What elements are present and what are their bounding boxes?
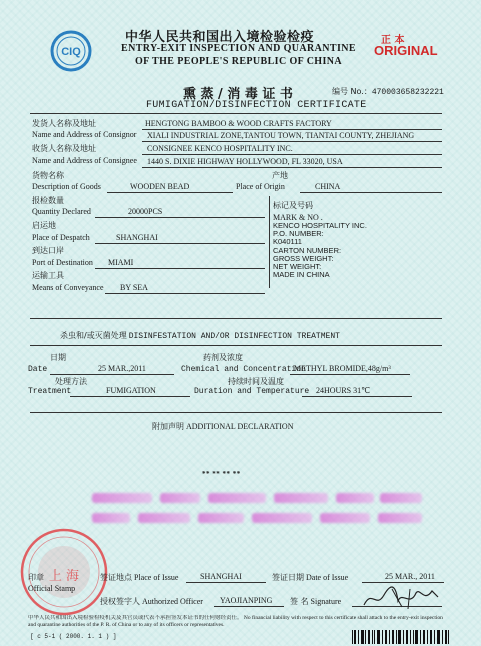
divider	[30, 345, 442, 346]
consignor-name: HENGTONG BAMBOO & WOOD CRAFTS FACTORY	[145, 119, 332, 128]
duration-value: 24HOURS 31℃	[316, 386, 371, 395]
underline	[107, 192, 233, 193]
method-label-cn: 处理方法	[55, 377, 87, 386]
underline	[362, 582, 444, 583]
redaction-blur	[378, 513, 422, 523]
underline	[142, 154, 442, 155]
underline	[105, 293, 265, 294]
underline	[95, 268, 265, 269]
underline	[95, 217, 265, 218]
issue-date-label: 签证日期 Date of Issue	[272, 573, 349, 582]
signature-label: 签 名 Signature	[290, 597, 342, 606]
form-code: [ c 5-1 ( 2000. 1. 1 ) ]	[30, 633, 117, 640]
marks-line: NET WEIGHT:	[273, 262, 322, 272]
goods-value: WOODEN BEAD	[130, 182, 190, 191]
stamp-label-cn: 印章	[28, 573, 44, 582]
svg-text:上 海: 上 海	[48, 569, 80, 584]
underline	[290, 374, 410, 375]
destination-label-en: Port of Destination	[32, 258, 93, 267]
goods-label-cn: 货物名称	[32, 171, 64, 180]
redaction-blur	[208, 493, 266, 503]
issue-place-label: 签证地点 Place of Issue	[100, 573, 179, 582]
divider	[269, 196, 270, 288]
method-value: FUMIGATION	[106, 386, 156, 395]
marks-line: GROSS WEIGHT:	[273, 253, 334, 263]
duration-label-cn: 持续时间及温度	[228, 377, 284, 386]
underline	[70, 396, 190, 397]
marks-list	[273, 222, 367, 279]
origin-value: CHINA	[315, 182, 341, 191]
destination-value: MIAMI	[108, 258, 134, 267]
underline	[302, 396, 412, 397]
despatch-label-en: Place of Despatch	[32, 233, 90, 242]
redaction-blur	[252, 513, 312, 523]
marks-line: P.O. NUMBER:	[273, 229, 324, 239]
marks-line: KENCO HOSPITALITY INC.	[273, 221, 367, 230]
redaction-blur	[138, 513, 190, 523]
redaction-blur	[160, 493, 200, 503]
marks-line: K040111	[273, 237, 302, 247]
underline	[186, 582, 266, 583]
original-cn: 正 本	[381, 35, 405, 46]
quantity-label-en: Quantity Declared	[32, 207, 91, 216]
duration-label-en: Duration and Temperature	[194, 387, 310, 396]
origin-label-en: Place of Origin	[236, 182, 285, 191]
despatch-value: SHANGHAI	[116, 233, 158, 242]
header-title-cn: 中华人民共和国出入境检验检疫	[125, 30, 315, 45]
destination-label-cn: 到达口岸	[32, 246, 64, 255]
divider	[30, 113, 442, 114]
redaction-blur	[320, 513, 370, 523]
chemical-value: METHYL BROMIDE,48g/m³	[294, 364, 391, 373]
disclaimer: 中华人民共和国出入境检验检疫机关及其官员或代表不承担签发本证书的任何财经责任。 No financial liability with respect to this certificate shall attach to the entry-exit inspection and quarantine authorities of the P. R. of China or to any of its officers or representatives.	[28, 615, 443, 628]
stamp-label-en: Official Stamp	[28, 584, 76, 593]
redaction-blur	[92, 493, 152, 503]
conveyance-value: BY SEA	[120, 283, 148, 292]
conveyance-label-en: Means of Conveyance	[32, 283, 104, 292]
underline	[142, 129, 442, 130]
redaction-blur	[336, 493, 374, 503]
date-label-cn: 日期	[50, 353, 66, 362]
underline	[142, 141, 442, 142]
redaction-blur	[92, 513, 130, 523]
divider	[30, 412, 442, 413]
despatch-label-cn: 启运地	[32, 221, 56, 230]
divider	[30, 318, 442, 319]
officer-value: YAOJIANPING	[220, 596, 273, 605]
consignor-label-en: Name and Address of Consignor	[32, 130, 137, 139]
certificate-number: 470003658232221	[371, 88, 444, 97]
consignor-label-cn: 发货人名称及地址	[32, 119, 96, 128]
underline	[50, 374, 174, 375]
additional-declaration-label: 附加声明 ADDITIONAL DECLARATION	[152, 422, 294, 431]
signature-icon	[362, 585, 442, 611]
barcode-icon	[352, 630, 450, 644]
quantity-value: 20000PCS	[128, 207, 163, 216]
underline	[300, 192, 442, 193]
header-title-en-2: OF THE PEOPLE'S REPUBLIC OF CHINA	[135, 56, 343, 67]
svg-text:CIQ: CIQ	[61, 46, 81, 58]
consignee-address: 1440 S. DIXIE HIGHWAY HOLLYWOOD, FL 33020, USA	[147, 157, 343, 166]
redaction-blur	[198, 513, 244, 523]
certificate-number-label: 编号 No.：470003658232221	[332, 87, 444, 97]
origin-label-cn: 产地	[272, 171, 288, 180]
goods-label-en: Description of Goods	[32, 182, 101, 191]
chemical-label-en: Chemical and Concentration	[181, 365, 306, 374]
redaction-blur	[274, 493, 328, 503]
underline	[142, 167, 442, 168]
consignor-address: XIALI INDUSTRIAL ZONE,TANTOU TOWN, TIANTAI COUNTY, ZHEJIANG	[147, 131, 415, 140]
certificate-title-en: FUMIGATION/DISINFECTION CERTIFICATE	[146, 100, 367, 111]
header-title-en-1: ENTRY-EXIT INSPECTION AND QUARANTINE	[121, 43, 356, 54]
marks-label-en: MARK & NO .	[273, 213, 323, 222]
treatment-section-label: 杀虫和/或灭菌处理 DISINFESTATION AND/OR DISINFECTION TREATMENT	[60, 331, 340, 341]
underline	[95, 243, 265, 244]
quantity-label-cn: 报检数量	[32, 196, 64, 205]
conveyance-label-cn: 运输工具	[32, 271, 64, 280]
officer-label: 授权签字人 Authorized Officer	[100, 597, 203, 606]
ciq-logo-icon	[50, 29, 92, 73]
original-en: ORIGINAL	[374, 43, 438, 58]
consignee-name: CONSIGNEE KENCO HOSPITALITY INC.	[147, 144, 293, 153]
certificate-title-cn: 熏 蒸 / 消 毒 证 书	[183, 87, 293, 102]
marks-line: MADE IN CHINA	[273, 270, 330, 280]
marks-line: CARTON NUMBER:	[273, 245, 342, 255]
redaction-blur	[380, 493, 422, 503]
consignee-label-cn: 收货人名称及地址	[32, 144, 96, 153]
issue-place-value: SHANGHAI	[200, 572, 242, 581]
declaration-stars: ** ** ** **	[202, 470, 241, 478]
underline	[214, 606, 284, 607]
method-label-en: Treatment	[28, 387, 72, 396]
issue-date-value: 25 MAR., 2011	[385, 572, 435, 581]
treatment-date: 25 MAR.,2011	[98, 364, 146, 373]
date-label-en: Date	[28, 365, 48, 374]
chemical-label-cn: 药剂及浓度	[203, 353, 243, 362]
marks-label-cn: 标记及号码	[273, 201, 313, 210]
consignee-label-en: Name and Address of Consignee	[32, 156, 137, 165]
